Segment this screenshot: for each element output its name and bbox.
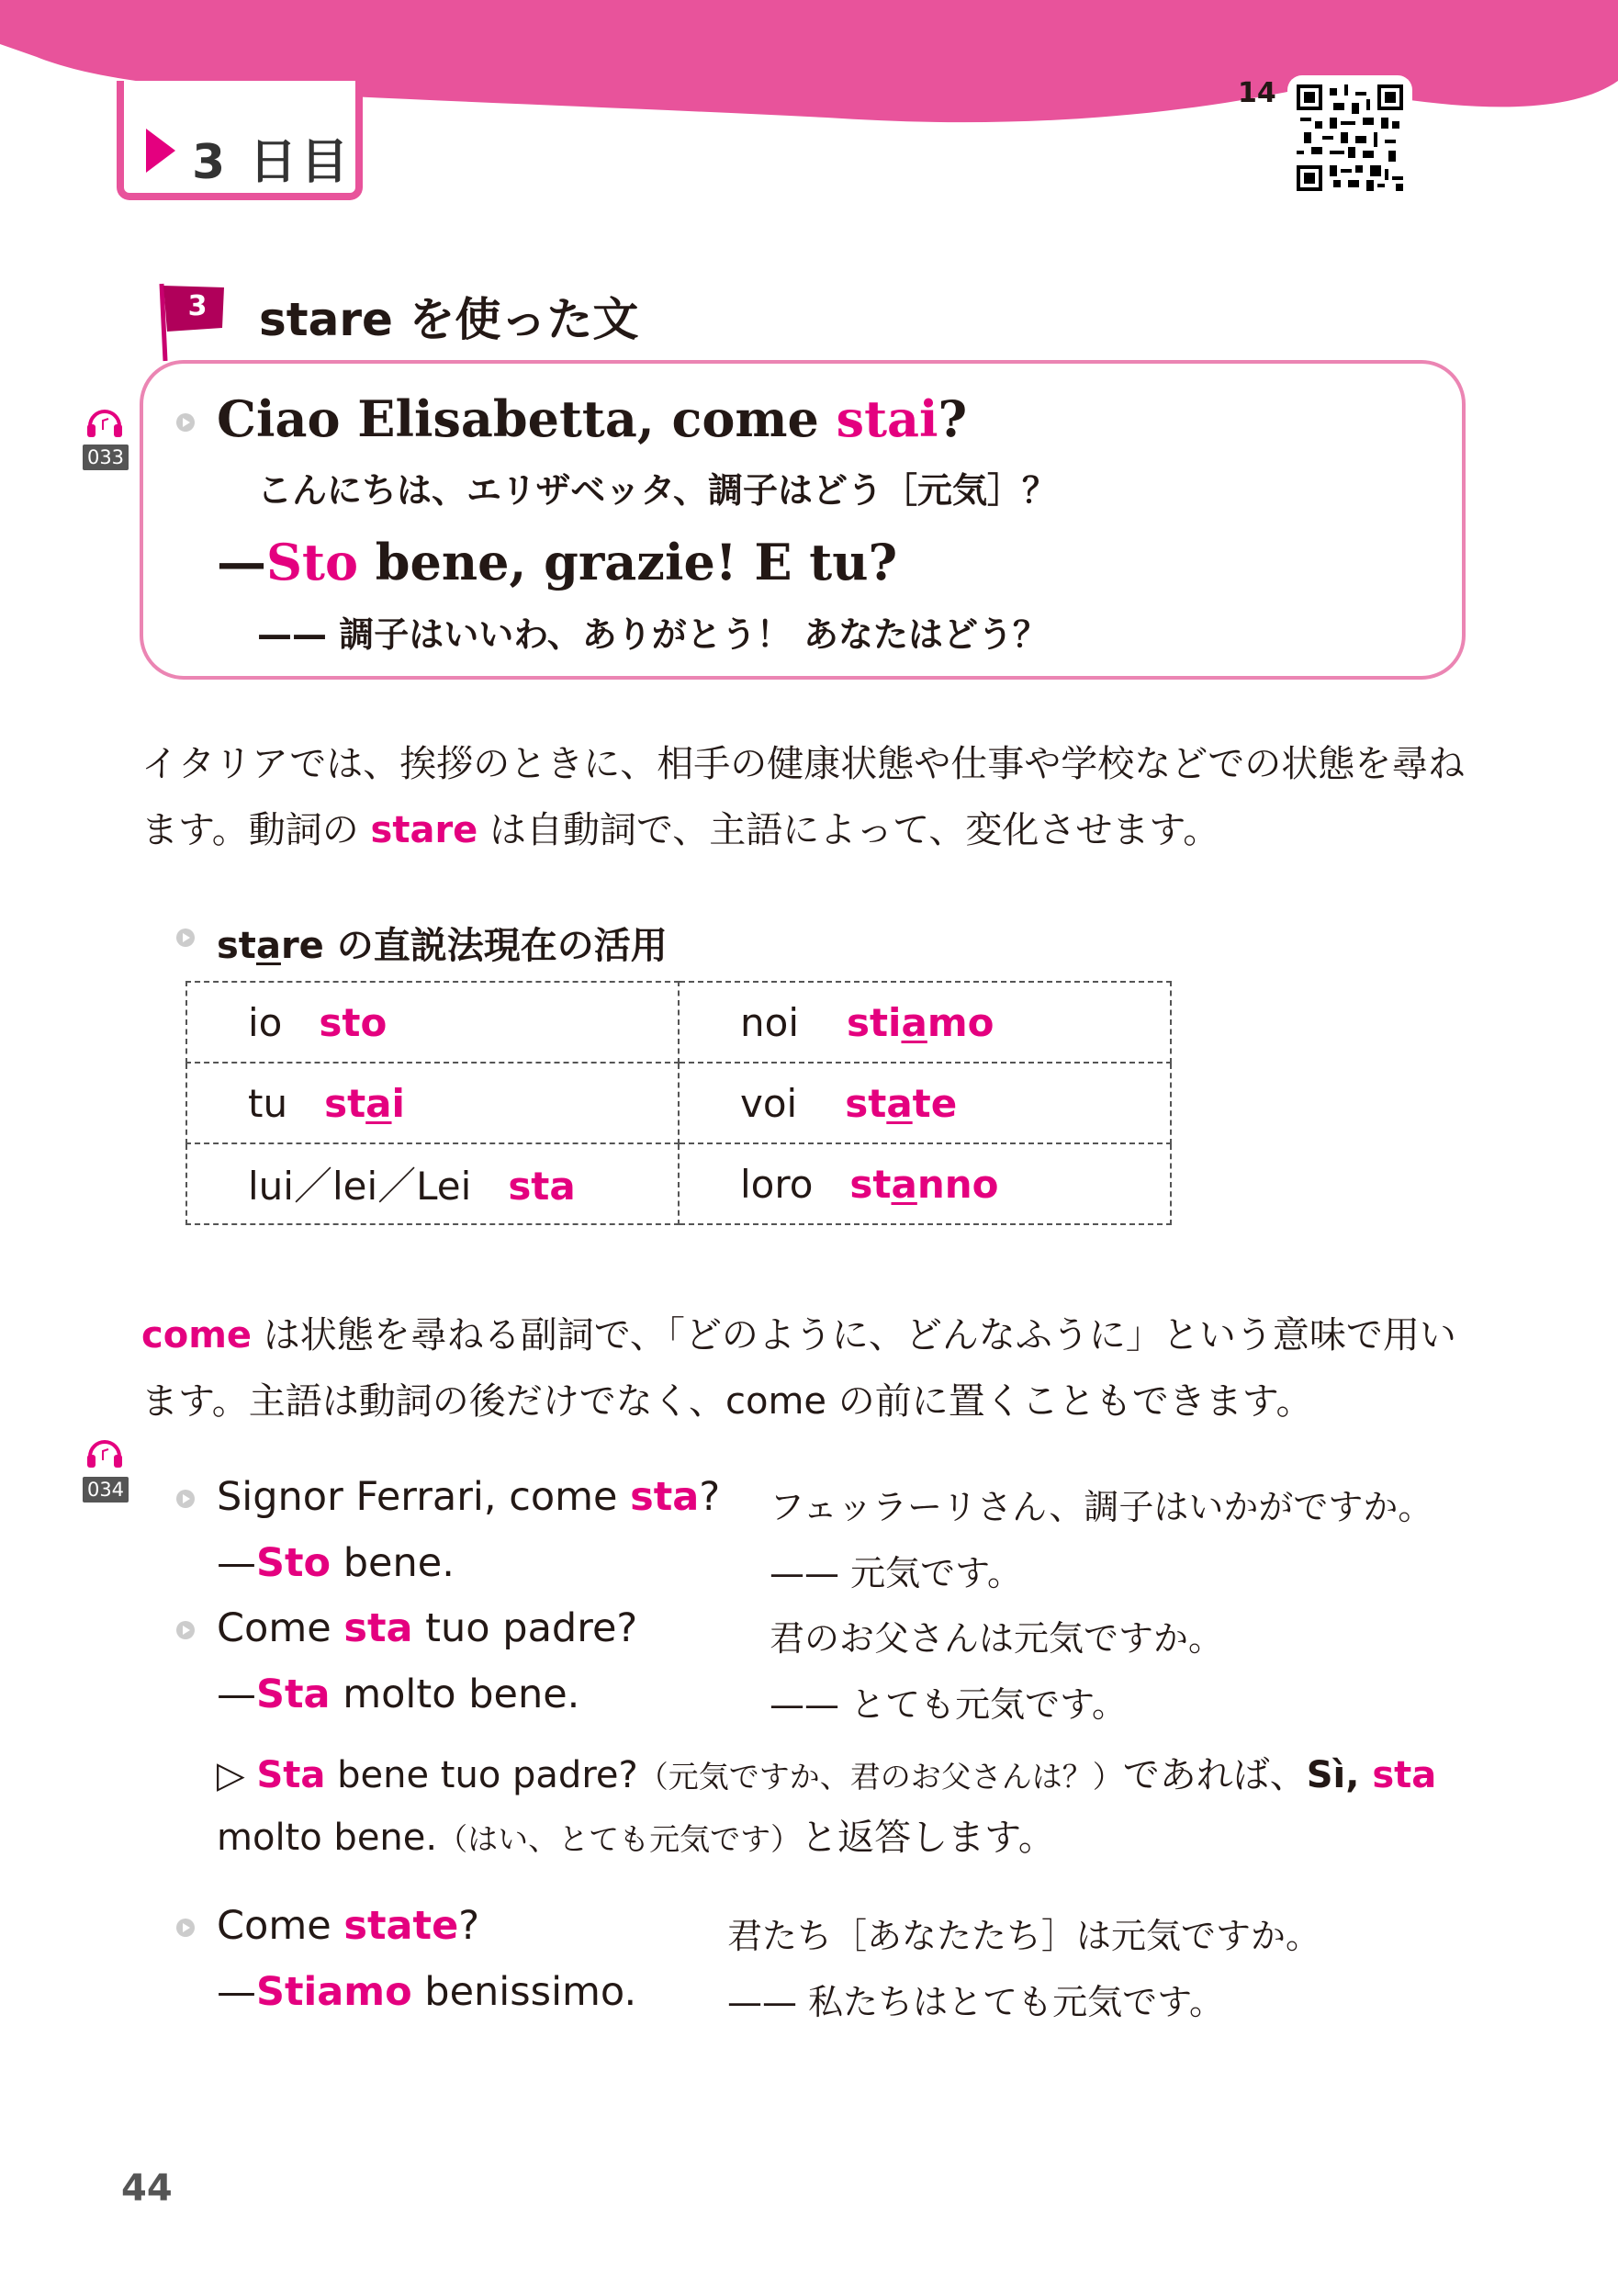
dialogue-line-2: —Sto bene, grazie! E tu? (217, 533, 898, 591)
headphone-icon (84, 1431, 125, 1471)
day-arrow-icon (146, 129, 175, 173)
bullet-icon (174, 411, 197, 433)
day-tab (117, 81, 363, 200)
example-2-question: Come sta tuo padre? (217, 1605, 638, 1651)
dialogue-line-2-translation: —— 調子はいいわ、ありがとう！ あなたはどう？ (257, 614, 1048, 655)
conjugation-title: stare の直説法現在の活用 (217, 925, 668, 967)
audio-track-033[interactable]: 033 (83, 445, 129, 470)
conjugation-cell: tu stai (186, 1063, 679, 1143)
explanation-paragraph-1: イタリアでは、挨拶のときに、相手の健康状態や仕事や学校などでの状態を尋ねます。動詞の stare は自動詞で、主語によって、変化させます。 (141, 743, 1466, 851)
page-number: 44 (121, 2167, 173, 2210)
example-2-answer-translation: —— とても元気です。 (770, 1684, 1128, 1725)
example-2-question-translation: 君のお父さんは元気ですか。 (770, 1618, 1224, 1659)
bullet-icon (174, 927, 197, 949)
section-number: 3 (187, 290, 208, 322)
example-3-answer: —Stiamo benissimo. (217, 1969, 637, 2015)
example-1-answer: —Sto bene. (217, 1540, 455, 1586)
headphone-icon (84, 400, 125, 441)
dialogue-verb-stai: stai (836, 389, 938, 448)
table-row (186, 1143, 1171, 1224)
example-1-answer-translation: —— 元気です。 (770, 1553, 1023, 1593)
bullet-icon (174, 1619, 197, 1641)
conjugation-cell: loro stanno (679, 1143, 1171, 1224)
conjugation-cell: io sto (186, 982, 679, 1063)
dialogue-line-1: Ciao Elisabetta, come stai? (217, 389, 968, 448)
dialogue-verb-sto: Sto (266, 533, 358, 591)
table-row (186, 982, 1171, 1063)
track-number: 14 (1238, 77, 1276, 109)
conjugation-cell: noi stiamo (679, 982, 1171, 1063)
example-3-question-translation: 君たち［あなたたち］は元気ですか。 (727, 1916, 1321, 1956)
example-1-question: Signor Ferrari, come sta? (217, 1474, 721, 1520)
conjugation-table (185, 981, 1172, 1225)
example-1-question-translation: フェッラーリさん、調子はいかがですか。 (770, 1487, 1433, 1527)
conjugation-cell: lui／lei／Lei sta (186, 1143, 679, 1224)
qr-code-icon (1297, 84, 1403, 191)
bullet-icon (174, 1917, 197, 1939)
section-title: stare を使った文 (259, 293, 639, 346)
dialogue-line-1-translation: こんにちは、エリザベッタ、調子はどう［元気］？ (257, 470, 1057, 511)
explanation-paragraph-2: come は状態を尋ねる副詞で、「どのように、どんなふうに」という意味で用います。主語は動詞の後だけでなく、come の前に置くこともできます。 (141, 1314, 1456, 1423)
audio-track-034[interactable]: 034 (83, 1477, 129, 1503)
example-2-answer: —Sta molto bene. (217, 1671, 580, 1717)
usage-note: ▷ Sta bene tuo padre?（元気ですか、君のお父さんは？）であれば、Sì, sta molto bene.（はい、とても元気です）と返答します。 (217, 1754, 1437, 1859)
day-label: 3 日目 (192, 135, 353, 190)
example-3-question: Come state? (217, 1903, 480, 1949)
table-row (186, 1063, 1171, 1143)
bullet-icon (174, 1488, 197, 1510)
note-arrow-icon: ▷ (217, 1754, 245, 1796)
conjugation-cell: voi state (679, 1063, 1171, 1143)
qr-code-box[interactable] (1287, 75, 1412, 200)
example-3-answer-translation: —— 私たちはとても元気です。 (727, 1982, 1225, 2022)
